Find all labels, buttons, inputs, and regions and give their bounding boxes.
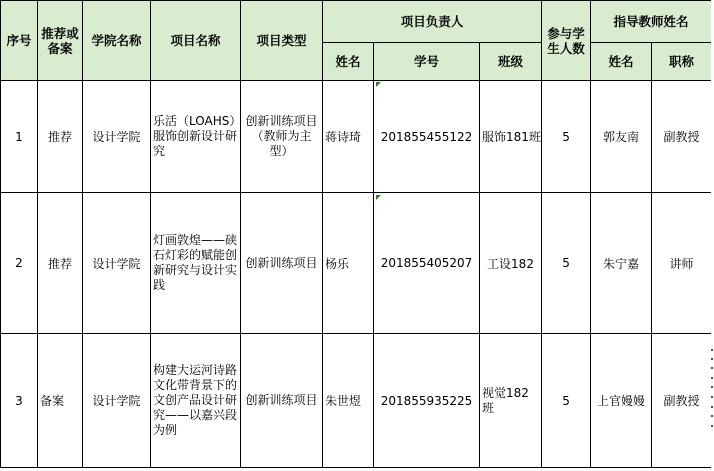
header-project-type[interactable]: 项目类型	[241, 1, 323, 81]
cell-teacher-name[interactable]: 上官嫚嫚	[591, 334, 652, 468]
header-project-name[interactable]: 项目名称	[151, 1, 241, 81]
cell-college[interactable]: 设计学院	[83, 81, 151, 193]
header-seq[interactable]: 序号	[1, 1, 38, 81]
cell-teacher-title[interactable]: 副教授	[652, 334, 712, 468]
header-college[interactable]: 学院名称	[83, 1, 151, 81]
header-leader-group[interactable]: 项目负责人	[323, 1, 542, 43]
cell-teacher-title[interactable]: 副教授	[652, 81, 712, 193]
header-leader-name[interactable]: 姓名	[323, 43, 374, 81]
cell-college[interactable]: 设计学院	[83, 193, 151, 334]
table-row	[1, 334, 712, 468]
cell-seq[interactable]: 3	[1, 334, 38, 468]
cell-project-name[interactable]: 构建大运河诗路文化带背景下的文创产品设计研究——以嘉兴段为例	[151, 334, 241, 468]
table-row	[1, 193, 712, 334]
header-teacher-name[interactable]: 姓名	[591, 43, 652, 81]
cell-project-name[interactable]: 灯画敦煌——硖石灯彩的赋能创新研究与设计实践	[151, 193, 241, 334]
header-teacher-group[interactable]: 指导教师姓名	[591, 1, 712, 43]
cell-teacher-name[interactable]: 朱宁嘉	[591, 193, 652, 334]
cell-leader-name[interactable]: 杨乐	[323, 193, 374, 334]
cell-seq[interactable]: 1	[1, 81, 38, 193]
cell-project-type[interactable]: 创新训练项目（教师为主型）	[241, 81, 323, 193]
cell-class[interactable]: 工设182	[480, 193, 542, 334]
table-row	[1, 81, 712, 193]
cell-project-name[interactable]: 乐活（LOAHS）服饰创新设计研究	[151, 81, 241, 193]
cell-teacher-name[interactable]: 郭友南	[591, 81, 652, 193]
header-class[interactable]: 班级	[480, 43, 542, 81]
header-participants[interactable]: 参与学生人数	[542, 1, 591, 81]
cell-college[interactable]: 设计学院	[83, 334, 151, 468]
cell-teacher-title[interactable]: 讲师	[652, 193, 712, 334]
error-indicator-icon	[376, 82, 381, 87]
cell-class[interactable]: 服饰181班	[480, 81, 542, 193]
cell-leader-name[interactable]: 蒋诗琦	[323, 81, 374, 193]
cell-student-id[interactable]: 201855455122	[374, 81, 480, 193]
cell-class[interactable]: 视觉182班	[480, 334, 542, 468]
cell-participants[interactable]: 5	[542, 81, 591, 193]
cell-recommend[interactable]: 推荐	[38, 193, 83, 334]
cell-seq[interactable]: 2	[1, 193, 38, 334]
cell-recommend[interactable]: 备案	[38, 334, 83, 468]
header-teacher-title[interactable]: 职称	[652, 43, 712, 81]
header-recommend[interactable]: 推荐或备案	[38, 1, 83, 81]
header-row	[1, 1, 712, 43]
cell-student-id[interactable]: 201855935225	[374, 334, 480, 468]
cell-leader-name[interactable]: 朱世煜	[323, 334, 374, 468]
header-student-id[interactable]: 学号	[374, 43, 480, 81]
cell-project-type[interactable]: 创新训练项目	[241, 193, 323, 334]
cell-participants[interactable]: 5	[542, 334, 591, 468]
cell-recommend[interactable]: 推荐	[38, 81, 83, 193]
cell-student-id[interactable]: 201855405207	[374, 193, 480, 334]
cell-participants[interactable]: 5	[542, 193, 591, 334]
cell-project-type[interactable]: 创新训练项目	[241, 334, 323, 468]
error-indicator-icon	[376, 195, 381, 200]
